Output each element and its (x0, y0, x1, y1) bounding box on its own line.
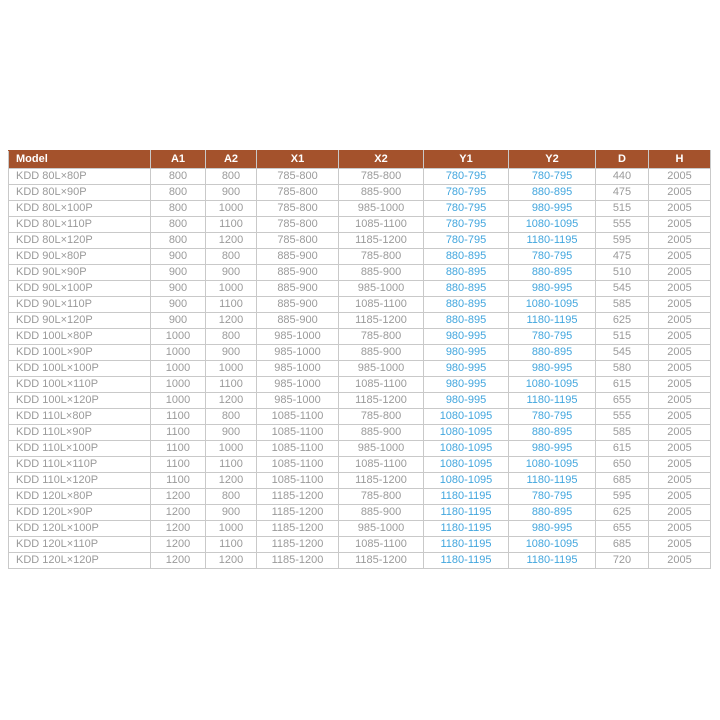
cell-h: 2005 (649, 169, 711, 185)
cell-model: KDD 120L×80P (9, 489, 151, 505)
cell-model: KDD 120L×110P (9, 537, 151, 553)
cell-a2: 1100 (206, 457, 257, 473)
cell-x2: 1085-1100 (339, 457, 424, 473)
cell-x2: 1085-1100 (339, 297, 424, 313)
cell-d: 440 (596, 169, 649, 185)
cell-y1: 980-995 (424, 393, 509, 409)
cell-a2: 800 (206, 409, 257, 425)
cell-x1: 985-1000 (257, 329, 339, 345)
cell-y2: 980-995 (509, 281, 596, 297)
cell-model: KDD 110L×120P (9, 473, 151, 489)
cell-x2: 985-1000 (339, 521, 424, 537)
cell-model: KDD 100L×110P (9, 377, 151, 393)
cell-x2: 885-900 (339, 425, 424, 441)
cell-model: KDD 120L×100P (9, 521, 151, 537)
cell-y1: 980-995 (424, 377, 509, 393)
cell-y2: 880-895 (509, 265, 596, 281)
cell-a1: 1100 (151, 441, 206, 457)
table-row (9, 457, 711, 473)
cell-y1: 780-795 (424, 169, 509, 185)
cell-x2: 1085-1100 (339, 537, 424, 553)
cell-model: KDD 110L×110P (9, 457, 151, 473)
cell-a2: 900 (206, 505, 257, 521)
cell-y1: 780-795 (424, 201, 509, 217)
cell-y2: 1180-1195 (509, 473, 596, 489)
cell-a2: 1200 (206, 553, 257, 569)
cell-y1: 1080-1095 (424, 409, 509, 425)
table-row (9, 425, 711, 441)
cell-a1: 1000 (151, 345, 206, 361)
cell-d: 585 (596, 425, 649, 441)
cell-y1: 880-895 (424, 249, 509, 265)
cell-d: 720 (596, 553, 649, 569)
cell-h: 2005 (649, 505, 711, 521)
cell-y1: 1180-1195 (424, 537, 509, 553)
cell-y1: 1080-1095 (424, 425, 509, 441)
table-row (9, 441, 711, 457)
cell-x1: 1085-1100 (257, 425, 339, 441)
cell-x2: 985-1000 (339, 361, 424, 377)
table-row (9, 185, 711, 201)
cell-y1: 1080-1095 (424, 457, 509, 473)
cell-h: 2005 (649, 489, 711, 505)
table-row (9, 409, 711, 425)
cell-a1: 800 (151, 217, 206, 233)
cell-d: 655 (596, 393, 649, 409)
cell-x1: 885-900 (257, 297, 339, 313)
cell-a1: 900 (151, 281, 206, 297)
cell-model: KDD 100L×90P (9, 345, 151, 361)
column-header-d: D (596, 151, 649, 169)
cell-a1: 900 (151, 249, 206, 265)
cell-x1: 785-800 (257, 201, 339, 217)
header-row (9, 151, 711, 169)
cell-a1: 800 (151, 169, 206, 185)
column-header-y1: Y1 (424, 151, 509, 169)
table-row (9, 233, 711, 249)
cell-y1: 780-795 (424, 233, 509, 249)
cell-a2: 1000 (206, 361, 257, 377)
cell-y2: 880-895 (509, 185, 596, 201)
table-row (9, 361, 711, 377)
cell-h: 2005 (649, 217, 711, 233)
table-row (9, 377, 711, 393)
cell-d: 615 (596, 377, 649, 393)
cell-x2: 885-900 (339, 505, 424, 521)
cell-a2: 900 (206, 425, 257, 441)
cell-a2: 1200 (206, 313, 257, 329)
cell-a2: 800 (206, 489, 257, 505)
cell-d: 545 (596, 281, 649, 297)
cell-x2: 1085-1100 (339, 377, 424, 393)
cell-x2: 885-900 (339, 265, 424, 281)
cell-x2: 785-800 (339, 489, 424, 505)
cell-y2: 880-895 (509, 345, 596, 361)
table-row (9, 537, 711, 553)
cell-x1: 785-800 (257, 217, 339, 233)
cell-model: KDD 100L×120P (9, 393, 151, 409)
table-row (9, 169, 711, 185)
cell-y1: 1180-1195 (424, 505, 509, 521)
cell-x1: 785-800 (257, 233, 339, 249)
cell-x1: 885-900 (257, 313, 339, 329)
cell-y1: 980-995 (424, 345, 509, 361)
cell-a2: 1200 (206, 473, 257, 489)
cell-a2: 1100 (206, 217, 257, 233)
cell-y2: 1080-1095 (509, 217, 596, 233)
cell-y2: 1080-1095 (509, 297, 596, 313)
cell-y2: 1180-1195 (509, 233, 596, 249)
cell-d: 625 (596, 313, 649, 329)
cell-model: KDD 80L×80P (9, 169, 151, 185)
column-header-a2: A2 (206, 151, 257, 169)
column-header-x1: X1 (257, 151, 339, 169)
cell-a1: 900 (151, 313, 206, 329)
cell-d: 595 (596, 489, 649, 505)
cell-model: KDD 110L×90P (9, 425, 151, 441)
cell-d: 685 (596, 537, 649, 553)
cell-a1: 800 (151, 185, 206, 201)
cell-y1: 1180-1195 (424, 553, 509, 569)
cell-x1: 1185-1200 (257, 537, 339, 553)
cell-y1: 1180-1195 (424, 521, 509, 537)
cell-h: 2005 (649, 313, 711, 329)
cell-x2: 1185-1200 (339, 233, 424, 249)
cell-a1: 1000 (151, 329, 206, 345)
cell-a1: 1200 (151, 537, 206, 553)
table-row (9, 489, 711, 505)
cell-y2: 980-995 (509, 201, 596, 217)
cell-y2: 780-795 (509, 169, 596, 185)
cell-y2: 1180-1195 (509, 553, 596, 569)
cell-h: 2005 (649, 361, 711, 377)
cell-a2: 800 (206, 169, 257, 185)
table-row (9, 329, 711, 345)
cell-y2: 780-795 (509, 249, 596, 265)
cell-a1: 1100 (151, 473, 206, 489)
cell-model: KDD 110L×80P (9, 409, 151, 425)
product-spec-table (8, 150, 711, 569)
column-header-y2: Y2 (509, 151, 596, 169)
cell-y1: 880-895 (424, 281, 509, 297)
cell-h: 2005 (649, 441, 711, 457)
cell-y2: 980-995 (509, 441, 596, 457)
cell-x2: 785-800 (339, 409, 424, 425)
cell-h: 2005 (649, 281, 711, 297)
cell-a2: 900 (206, 185, 257, 201)
cell-d: 685 (596, 473, 649, 489)
cell-d: 555 (596, 217, 649, 233)
cell-x1: 885-900 (257, 249, 339, 265)
cell-model: KDD 80L×90P (9, 185, 151, 201)
cell-x2: 1185-1200 (339, 553, 424, 569)
cell-a2: 800 (206, 249, 257, 265)
cell-x2: 985-1000 (339, 441, 424, 457)
cell-a2: 1000 (206, 201, 257, 217)
table-row (9, 521, 711, 537)
cell-model: KDD 80L×110P (9, 217, 151, 233)
cell-h: 2005 (649, 537, 711, 553)
cell-x1: 1085-1100 (257, 473, 339, 489)
cell-a1: 1000 (151, 361, 206, 377)
table-row (9, 249, 711, 265)
cell-h: 2005 (649, 393, 711, 409)
cell-model: KDD 90L×90P (9, 265, 151, 281)
cell-x2: 985-1000 (339, 281, 424, 297)
cell-a2: 1000 (206, 521, 257, 537)
cell-d: 580 (596, 361, 649, 377)
cell-h: 2005 (649, 425, 711, 441)
table-row (9, 505, 711, 521)
cell-a1: 1200 (151, 553, 206, 569)
cell-y2: 780-795 (509, 489, 596, 505)
cell-y1: 880-895 (424, 313, 509, 329)
table-row (9, 313, 711, 329)
cell-x2: 1185-1200 (339, 313, 424, 329)
cell-a1: 1200 (151, 521, 206, 537)
cell-x1: 1185-1200 (257, 521, 339, 537)
table-row (9, 265, 711, 281)
cell-a1: 800 (151, 201, 206, 217)
cell-x1: 1085-1100 (257, 441, 339, 457)
cell-a2: 1200 (206, 233, 257, 249)
cell-x1: 985-1000 (257, 377, 339, 393)
cell-y1: 780-795 (424, 185, 509, 201)
cell-a2: 800 (206, 329, 257, 345)
cell-a1: 900 (151, 297, 206, 313)
cell-h: 2005 (649, 265, 711, 281)
cell-model: KDD 90L×80P (9, 249, 151, 265)
cell-h: 2005 (649, 521, 711, 537)
cell-model: KDD 80L×120P (9, 233, 151, 249)
cell-d: 510 (596, 265, 649, 281)
cell-h: 2005 (649, 201, 711, 217)
cell-h: 2005 (649, 553, 711, 569)
cell-d: 475 (596, 185, 649, 201)
column-header-a1: A1 (151, 151, 206, 169)
cell-a2: 1100 (206, 377, 257, 393)
cell-y1: 1180-1195 (424, 489, 509, 505)
cell-d: 545 (596, 345, 649, 361)
cell-x1: 785-800 (257, 169, 339, 185)
table-row (9, 281, 711, 297)
cell-a2: 900 (206, 345, 257, 361)
cell-y2: 880-895 (509, 425, 596, 441)
cell-d: 585 (596, 297, 649, 313)
cell-y2: 780-795 (509, 329, 596, 345)
column-header-model: Model (9, 151, 151, 169)
cell-d: 625 (596, 505, 649, 521)
cell-x1: 1185-1200 (257, 553, 339, 569)
cell-x1: 985-1000 (257, 361, 339, 377)
cell-x1: 1185-1200 (257, 505, 339, 521)
cell-a1: 1000 (151, 377, 206, 393)
cell-model: KDD 100L×80P (9, 329, 151, 345)
cell-y2: 1180-1195 (509, 313, 596, 329)
cell-a2: 1000 (206, 441, 257, 457)
cell-y1: 880-895 (424, 297, 509, 313)
column-header-h: H (649, 151, 711, 169)
cell-model: KDD 120L×90P (9, 505, 151, 521)
table-row (9, 345, 711, 361)
cell-y2: 1080-1095 (509, 537, 596, 553)
cell-x1: 885-900 (257, 281, 339, 297)
table-row (9, 201, 711, 217)
cell-x2: 785-800 (339, 329, 424, 345)
cell-x2: 985-1000 (339, 201, 424, 217)
cell-model: KDD 80L×100P (9, 201, 151, 217)
cell-x2: 1185-1200 (339, 473, 424, 489)
cell-h: 2005 (649, 457, 711, 473)
cell-y2: 880-895 (509, 505, 596, 521)
cell-d: 515 (596, 201, 649, 217)
cell-x1: 1085-1100 (257, 409, 339, 425)
cell-y1: 1080-1095 (424, 441, 509, 457)
cell-a1: 1100 (151, 409, 206, 425)
cell-a2: 1200 (206, 393, 257, 409)
cell-h: 2005 (649, 233, 711, 249)
table-row (9, 553, 711, 569)
cell-x2: 1185-1200 (339, 393, 424, 409)
cell-d: 555 (596, 409, 649, 425)
cell-x1: 1185-1200 (257, 489, 339, 505)
cell-a2: 1100 (206, 537, 257, 553)
cell-h: 2005 (649, 473, 711, 489)
cell-a1: 1100 (151, 457, 206, 473)
cell-a1: 900 (151, 265, 206, 281)
cell-d: 615 (596, 441, 649, 457)
cell-h: 2005 (649, 329, 711, 345)
cell-y1: 1080-1095 (424, 473, 509, 489)
cell-a1: 1200 (151, 505, 206, 521)
cell-d: 515 (596, 329, 649, 345)
table-row (9, 297, 711, 313)
cell-model: KDD 110L×100P (9, 441, 151, 457)
cell-a2: 1100 (206, 297, 257, 313)
cell-d: 475 (596, 249, 649, 265)
cell-h: 2005 (649, 297, 711, 313)
cell-a1: 800 (151, 233, 206, 249)
cell-y1: 980-995 (424, 329, 509, 345)
cell-h: 2005 (649, 249, 711, 265)
cell-d: 650 (596, 457, 649, 473)
cell-model: KDD 90L×120P (9, 313, 151, 329)
table-row (9, 217, 711, 233)
cell-x1: 885-900 (257, 265, 339, 281)
cell-y2: 980-995 (509, 521, 596, 537)
table-row (9, 473, 711, 489)
cell-model: KDD 90L×110P (9, 297, 151, 313)
cell-y2: 980-995 (509, 361, 596, 377)
cell-a2: 900 (206, 265, 257, 281)
cell-a1: 1000 (151, 393, 206, 409)
table-body (9, 169, 711, 569)
cell-x2: 785-800 (339, 249, 424, 265)
column-header-x2: X2 (339, 151, 424, 169)
cell-y1: 780-795 (424, 217, 509, 233)
cell-h: 2005 (649, 377, 711, 393)
cell-x2: 785-800 (339, 169, 424, 185)
cell-x2: 885-900 (339, 345, 424, 361)
cell-y2: 1080-1095 (509, 377, 596, 393)
table-row (9, 393, 711, 409)
cell-x2: 1085-1100 (339, 217, 424, 233)
cell-h: 2005 (649, 185, 711, 201)
cell-y2: 780-795 (509, 409, 596, 425)
cell-h: 2005 (649, 409, 711, 425)
cell-x1: 1085-1100 (257, 457, 339, 473)
cell-a2: 1000 (206, 281, 257, 297)
cell-x1: 785-800 (257, 185, 339, 201)
cell-y1: 880-895 (424, 265, 509, 281)
cell-model: KDD 90L×100P (9, 281, 151, 297)
cell-a1: 1200 (151, 489, 206, 505)
cell-x2: 885-900 (339, 185, 424, 201)
cell-x1: 985-1000 (257, 393, 339, 409)
cell-d: 655 (596, 521, 649, 537)
cell-y2: 1080-1095 (509, 457, 596, 473)
cell-model: KDD 100L×100P (9, 361, 151, 377)
cell-a1: 1100 (151, 425, 206, 441)
cell-h: 2005 (649, 345, 711, 361)
cell-y2: 1180-1195 (509, 393, 596, 409)
cell-d: 595 (596, 233, 649, 249)
cell-y1: 980-995 (424, 361, 509, 377)
cell-model: KDD 120L×120P (9, 553, 151, 569)
cell-x1: 985-1000 (257, 345, 339, 361)
